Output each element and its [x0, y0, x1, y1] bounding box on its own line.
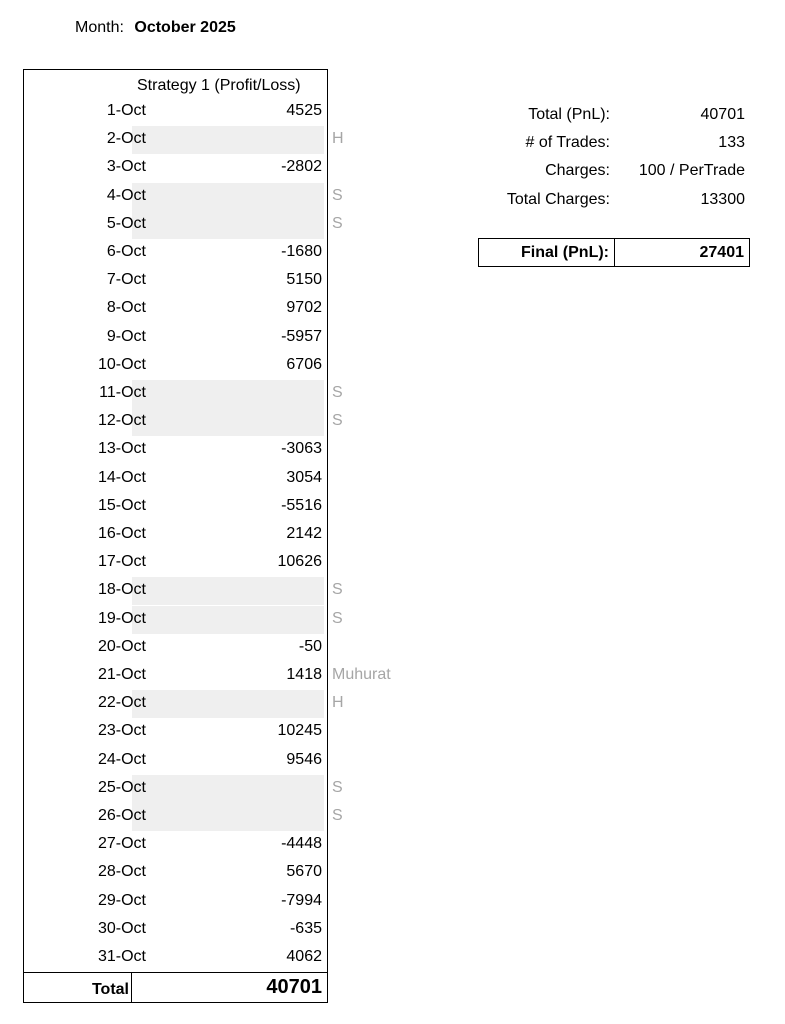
table-row — [23, 634, 423, 662]
summary-value: 40701 — [700, 106, 745, 123]
table-row — [23, 718, 423, 746]
row-pnl: 4525 — [286, 102, 322, 119]
pnl-cell-bg — [132, 606, 324, 634]
table-row — [23, 859, 423, 887]
row-pnl: 5150 — [286, 271, 322, 289]
row-pnl: -5516 — [281, 496, 322, 514]
row-pnl: 4062 — [286, 948, 322, 965]
table-row — [23, 183, 423, 211]
row-note: H — [332, 694, 344, 712]
summary-key: # of Trades: — [525, 134, 610, 152]
row-date: 24-Oct — [97, 750, 146, 768]
summary-key: Total Charges: — [506, 190, 610, 208]
pnl-cell-bg — [132, 690, 324, 718]
total-value: 40701 — [266, 976, 322, 998]
row-pnl: 5670 — [286, 863, 322, 881]
final-divider — [614, 239, 615, 266]
pnl-cell-bg — [132, 126, 324, 154]
table-row — [23, 831, 423, 859]
table-row — [23, 549, 423, 577]
row-date: 2-Oct — [106, 130, 146, 148]
table-row — [23, 747, 423, 775]
table-row — [23, 803, 423, 831]
row-date: 4-Oct — [106, 186, 146, 204]
row-pnl: -50 — [298, 637, 322, 655]
table-row — [23, 662, 423, 690]
month-label: Month: — [75, 19, 124, 36]
row-date: 9-Oct — [106, 327, 146, 345]
table-row — [23, 606, 423, 634]
row-pnl: 2142 — [286, 525, 322, 542]
table-row — [23, 436, 423, 464]
table-row — [23, 211, 423, 239]
row-date: 8-Oct — [106, 299, 146, 317]
total-row — [23, 972, 328, 1003]
table-row — [23, 493, 423, 521]
summary-row — [470, 187, 750, 215]
row-note: H — [332, 130, 344, 148]
summary-key: Total (PnL): — [528, 106, 610, 123]
row-date: 26-Oct — [97, 807, 146, 824]
table-row — [23, 98, 423, 126]
summary-value: 100 / PerTrade — [638, 162, 745, 180]
row-pnl: 1418 — [286, 666, 322, 683]
table-row — [23, 154, 423, 182]
row-note: S — [332, 581, 343, 599]
row-date: 17-Oct — [97, 553, 146, 571]
row-date: 6-Oct — [106, 243, 146, 260]
table-row — [23, 239, 423, 267]
table-row — [23, 944, 423, 972]
row-date: 16-Oct — [97, 525, 146, 542]
row-date: 3-Oct — [106, 158, 146, 176]
row-pnl: -1680 — [281, 243, 322, 260]
column-header: Strategy 1 (Profit/Loss) — [137, 77, 301, 94]
row-date: 19-Oct — [97, 609, 146, 627]
table-row — [23, 888, 423, 916]
summary-value: 13300 — [700, 190, 745, 208]
table-row — [23, 352, 423, 380]
table-row — [23, 380, 423, 408]
row-pnl: -3063 — [281, 440, 322, 458]
pnl-cell-bg — [132, 803, 324, 831]
table-row — [23, 126, 423, 154]
row-pnl: 6706 — [286, 355, 322, 373]
table-row — [23, 577, 423, 605]
row-pnl: -4448 — [281, 835, 322, 853]
row-note: S — [332, 412, 343, 430]
pnl-cell-bg — [132, 577, 324, 605]
table-row — [23, 465, 423, 493]
row-pnl: -635 — [289, 919, 322, 937]
pnl-cell-bg — [132, 408, 324, 436]
summary-row — [470, 102, 750, 130]
row-date: 18-Oct — [97, 581, 146, 599]
row-date: 1-Oct — [106, 102, 146, 119]
summary-value: 133 — [718, 134, 745, 152]
row-note: Muhurat — [332, 666, 391, 683]
row-date: 20-Oct — [97, 637, 146, 655]
table-row — [23, 324, 423, 352]
summary-key: Charges: — [545, 162, 610, 180]
summary-row — [470, 130, 750, 158]
month-header — [75, 19, 236, 37]
row-pnl: -7994 — [281, 891, 322, 909]
row-date: 23-Oct — [97, 722, 146, 740]
row-date: 10-Oct — [97, 355, 146, 373]
row-date: 7-Oct — [106, 271, 146, 289]
table-row — [23, 267, 423, 295]
row-note: S — [332, 609, 343, 627]
table-row — [23, 916, 423, 944]
row-note: S — [332, 384, 343, 401]
row-date: 27-Oct — [97, 835, 146, 853]
total-divider — [131, 973, 132, 1003]
row-note: S — [332, 807, 343, 824]
row-date: 21-Oct — [97, 666, 146, 683]
month-value: October 2025 — [134, 19, 236, 36]
row-date: 11-Oct — [99, 384, 146, 401]
row-note: S — [332, 186, 343, 204]
row-note: S — [332, 778, 343, 796]
row-pnl: 3054 — [286, 468, 322, 486]
total-label: Total — [91, 981, 129, 998]
pnl-cell-bg — [132, 380, 324, 408]
summary-row — [470, 158, 750, 186]
pnl-cell-bg — [132, 183, 324, 211]
table-row — [23, 690, 423, 718]
row-date: 15-Oct — [97, 496, 146, 514]
row-pnl: 9702 — [286, 299, 322, 317]
row-date: 30-Oct — [97, 919, 146, 937]
row-date: 31-Oct — [97, 948, 146, 965]
final-value: 27401 — [699, 244, 744, 261]
table-row — [23, 295, 423, 323]
row-pnl: 9546 — [286, 750, 322, 768]
row-pnl: -2802 — [281, 158, 322, 176]
table-row — [23, 521, 423, 549]
row-date: 13-Oct — [97, 440, 146, 458]
row-date: 22-Oct — [97, 694, 146, 712]
row-pnl: -5957 — [281, 327, 322, 345]
final-pnl-box — [478, 238, 750, 267]
row-date: 14-Oct — [97, 468, 146, 486]
row-date: 29-Oct — [97, 891, 146, 909]
table-row — [23, 775, 423, 803]
row-note: S — [332, 214, 343, 232]
pnl-cell-bg — [132, 211, 324, 239]
table-row — [23, 408, 423, 436]
row-pnl: 10626 — [277, 553, 322, 571]
row-date: 25-Oct — [97, 778, 146, 796]
row-date: 28-Oct — [97, 863, 146, 881]
row-pnl: 10245 — [277, 722, 322, 740]
row-date: 5-Oct — [106, 214, 146, 232]
final-label: Final (PnL): — [521, 244, 609, 261]
pnl-cell-bg — [132, 775, 324, 803]
row-date: 12-Oct — [97, 412, 146, 430]
